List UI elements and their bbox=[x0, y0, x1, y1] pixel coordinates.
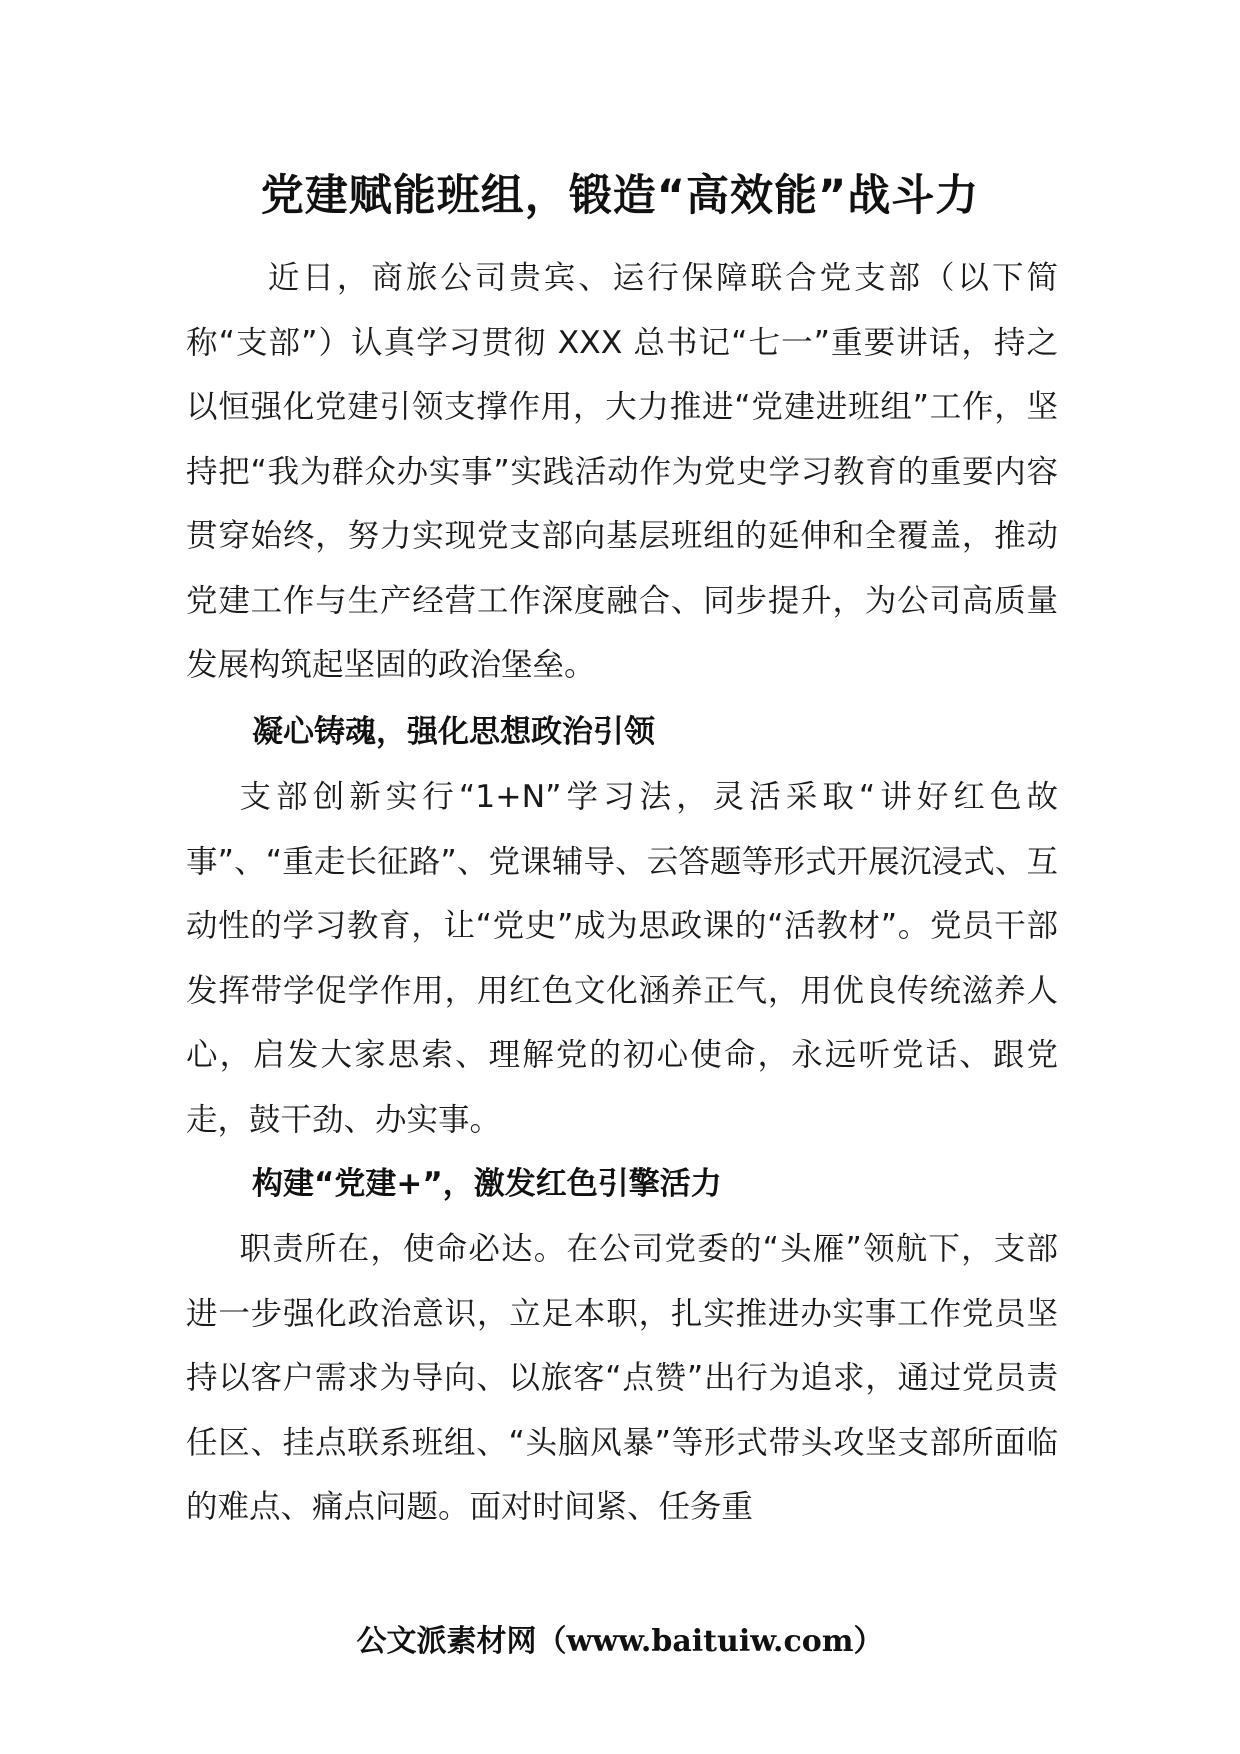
document-title: 党建赋能班组，锻造“高效能”战斗力 bbox=[260, 171, 980, 221]
paragraph-section-1: 支部创新实行“1+N”学习法，灵活采取“讲好红色故事”、“重走长征路”、党课辅导、云答题等形式开展沉浸式、互动性的学习教育，让“党史”成为思政课的“活教材”。党员干部发挥带学促学作用，用红色文化涵养正气，用优良传统滋养人心，启发大家思索、理解党的初心使命，永远听党话、跟党走，鼓干劲、办实事。 bbox=[186, 779, 1058, 1138]
section-heading-1: 凝心铸魂，强化思想政治引领 bbox=[252, 714, 655, 750]
paragraph-intro: 近日，商旅公司贵宾、运行保障联合党支部（以下简称“支部”）认真学习贯彻 XXX 总书记“七一”重要讲话，持之以恒强化党建引领支撑作用，大力推进“党建进班组”工作，坚持把“我为群众办实事”实践活动作为党史学习教育的重要内容贯穿始终，努力实现党支部向基层班组的延伸和全覆盖，推动党建工作与生产经营工作深度融合、同步提升，为公司高质量发展构筑起坚固的政治堡垒。 bbox=[186, 260, 1058, 683]
section-heading-2: 构建“党建+”，激发红色引擎活力 bbox=[252, 1166, 722, 1202]
page-footer-watermark: 公文派素材网（www.baituiw.com） bbox=[356, 1624, 884, 1659]
paragraph-section-2: 职责所在，使命必达。在公司党委的“头雁”领航下，支部进一步强化政治意识，立足本职，扎实推进办实事工作党员坚持以客户需求为导向、以旅客“点赞”出行为追求，通过党员责任区、挂点联系班组、“头脑风暴”等形式带头攻坚支部所面临的难点、痛点问题。面对时间紧、任务重 bbox=[186, 1231, 1058, 1525]
